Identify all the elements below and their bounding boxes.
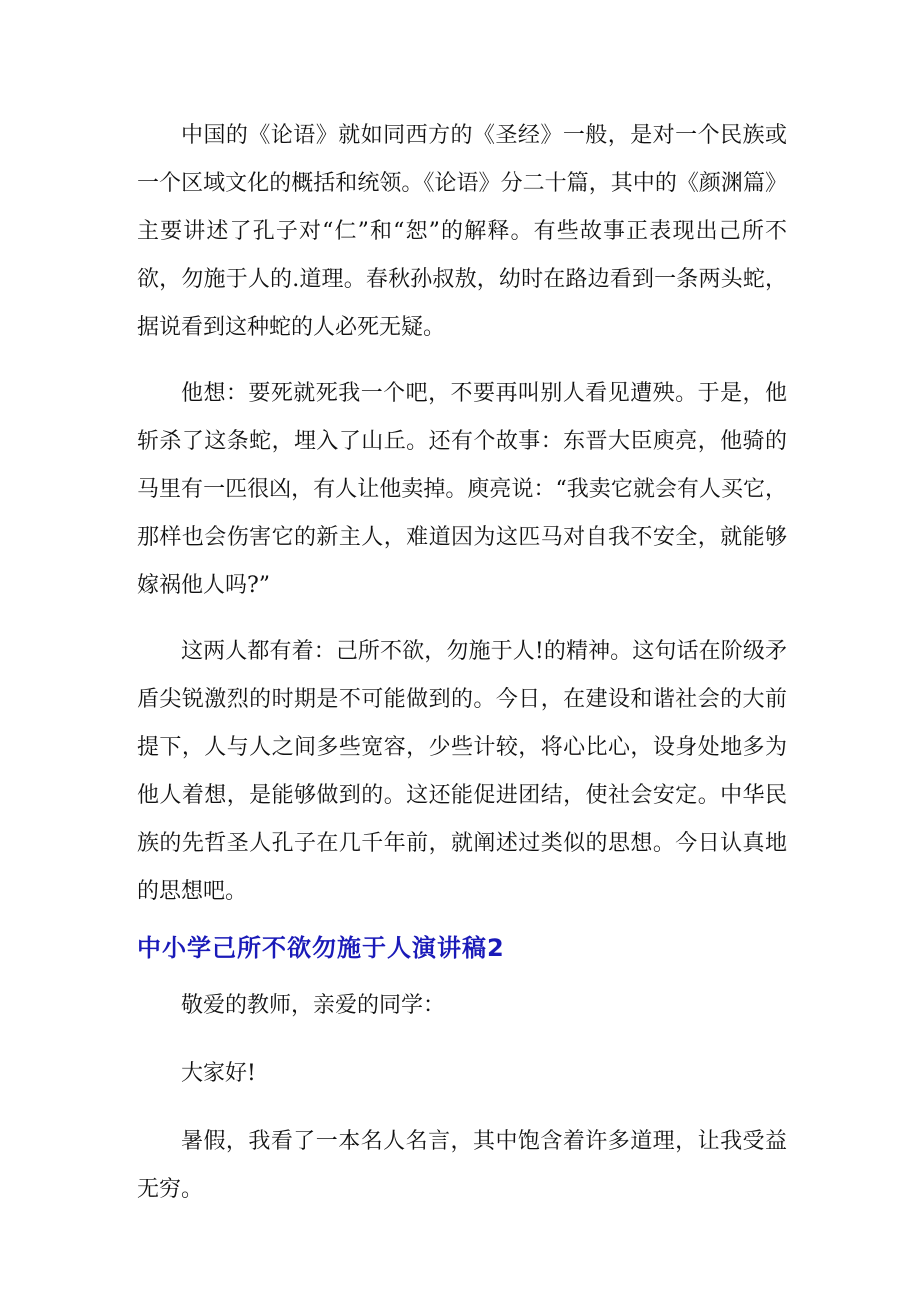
document-body — [137, 112, 787, 1214]
paragraph-analects: 中国的《论语》就如同西方的《圣经》一般，是对一个民族或一个区域文化的概括和统领。《论语》分二十篇，其中的《颜渊篇》主要讲述了孔子对“仁”和“恕”的解释。有些故事正表现出己所不欲，勿施于人的.道理。春秋孙叔敖，幼时在路边看到一条两头蛇，据说看到这种蛇的人必死无疑。 — [137, 123, 787, 340]
paragraph-summer-reading: 暑假，我看了一本名人名言，其中饱含着许多道理，让我受益无穷。 — [137, 1129, 787, 1202]
paragraph-salutation: 敬爱的教师，亲爱的同学： — [181, 993, 446, 1018]
section-heading-2: 中小学己所不欲勿施于人演讲稿2 — [137, 934, 505, 962]
paragraph-spirit: 这两人都有着：己所不欲，勿施于人!的精神。这句话在阶级矛盾尖锐激烈的时期是不可能做到的。今日，在建设和谐社会的大前提下，人与人之间多些宽容，少些计较，将心比心，设身处地多为他人着想，是能够做到的。这还能促进团结，使社会安定。中华民族的先哲圣人孔子在几千年前，就阐述过类似的思想。今日认真地的思想吧。 — [137, 639, 787, 904]
paragraph-greeting: 大家好! — [181, 1061, 256, 1086]
paragraph-snake-horse-stories: 他想：要死就死我一个吧，不要再叫别人看见遭殃。于是，他斩杀了这条蛇，埋入了山丘。还有个故事：东晋大臣庾亮，他骑的马里有一匹很凶，有人让他卖掉。庾亮说：“我卖它就会有人买它，那样也会伤害它的新主人，难道因为这匹马对自我不安全，就能够嫁祸他人吗?” — [137, 381, 787, 598]
